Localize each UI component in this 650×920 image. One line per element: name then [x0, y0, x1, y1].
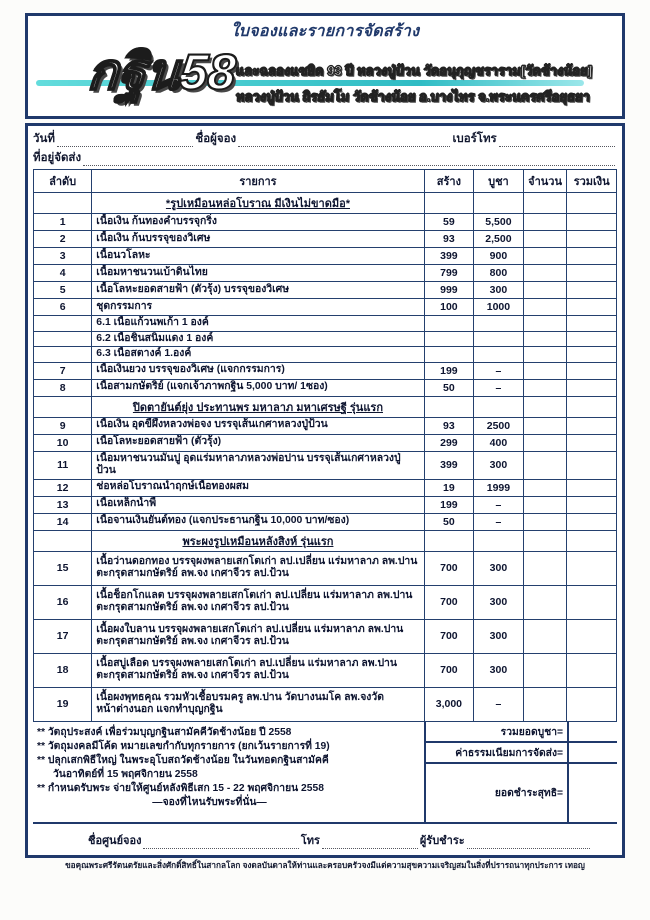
quantity-cell[interactable]	[523, 362, 567, 379]
price: 900	[474, 248, 524, 265]
address-field[interactable]	[83, 153, 615, 166]
price: 300	[474, 551, 524, 585]
item-description: เนื้อมหาชนวนเบ้าดินไทย	[92, 265, 424, 282]
item-row	[34, 214, 617, 231]
item-row	[34, 265, 617, 282]
total-cell[interactable]	[567, 282, 617, 299]
quantity-cell[interactable]	[523, 379, 567, 396]
booking-center-field[interactable]	[143, 836, 298, 849]
made-count: 299	[424, 434, 474, 451]
total-cell[interactable]	[567, 496, 617, 513]
footer-notes	[33, 722, 424, 822]
total-cell[interactable]	[567, 451, 617, 479]
price: 300	[474, 619, 524, 653]
item-description: ชุดกรรมการ	[92, 299, 424, 316]
order-table-body	[34, 193, 617, 722]
row-number: 17	[34, 619, 92, 653]
item-description: เนื้อเงิน ก้นบรรจุของวิเศษ	[92, 231, 424, 248]
order-table	[33, 169, 617, 722]
made-count: 999	[424, 282, 474, 299]
made-count: 199	[424, 362, 474, 379]
quantity-cell[interactable]	[523, 551, 567, 585]
item-description: เนื้อผงพุทธคุณ รวมหัวเชื้อบรมครู ลพ.ปาน วัดบางนมโค ลพ.จงวัดหน้าต่างนอก แจกทำบุญกฐิน	[92, 687, 424, 721]
item-row	[34, 316, 617, 332]
made-count: 50	[424, 513, 474, 530]
item-description: เนื้อเงินยวง บรรจุของวิเศษ (แจกกรรมการ)	[92, 362, 424, 379]
price: 400	[474, 434, 524, 451]
total-cell[interactable]	[567, 347, 617, 363]
phone-label: เบอร์โทร	[452, 133, 497, 145]
row-number	[34, 347, 92, 363]
total-cell	[567, 396, 617, 417]
item-description: เนื้อว่านดอกทอง บรรจุผงพลายเสกโตเก่า ลป.เปลี่ยน แร่มหาลาภ ลพ.ปาน ตะกรุดสามกษัตริย์ ลพ.จง เกศาจีวร ลป.ป้วน	[92, 551, 424, 585]
section-title: พระผงรูปเหมือนหลังสิงห์ รุ่นแรก	[92, 530, 424, 551]
price: 1000	[474, 299, 524, 316]
item-row	[34, 362, 617, 379]
made-count: 700	[424, 585, 474, 619]
total-cell[interactable]	[567, 214, 617, 231]
total-cell[interactable]	[567, 585, 617, 619]
summary-row	[426, 764, 617, 822]
page-title: ใบจองและรายการจัดสร้าง	[230, 23, 420, 40]
notes-and-summary	[33, 722, 617, 824]
section-header-row	[34, 396, 617, 417]
section-title: *รูปเหมือนหล่อโบราณ มีเงินไม่ขาดมือ*	[92, 193, 424, 214]
section-header-row	[34, 193, 617, 214]
made-count: 50	[424, 379, 474, 396]
total-cell[interactable]	[567, 231, 617, 248]
section-header-row	[34, 530, 617, 551]
item-row	[34, 479, 617, 496]
made-count	[424, 331, 474, 347]
row-number	[34, 316, 92, 332]
shipping-address-line	[33, 148, 617, 167]
row-number: 1	[34, 214, 92, 231]
quantity-cell	[523, 530, 567, 551]
item-row	[34, 299, 617, 316]
row-number: 11	[34, 451, 92, 479]
quantity-cell[interactable]	[523, 282, 567, 299]
quantity-cell[interactable]	[523, 331, 567, 347]
quantity-cell[interactable]	[523, 231, 567, 248]
logo-subtitle-line2: หลวงปู่ป้วน ถิรธัมโม วัดช้างน้อย อ.บางไทร จ.พระนครศรีอยุธยา	[235, 89, 591, 104]
item-description: 6.2 เนื้อชินสนิมแดง 1 องค์	[92, 331, 424, 347]
price: 300	[474, 282, 524, 299]
quantity-cell	[523, 396, 567, 417]
quantity-cell[interactable]	[523, 316, 567, 332]
made-count: 19	[424, 479, 474, 496]
made-count: 59	[424, 214, 474, 231]
payee-field[interactable]	[467, 836, 590, 849]
footer-note: ** กำหนดรับพระ จ่ายให้ศูนย์หลังพิธีเสก 15 - 22 พฤศจิกายน 2558	[37, 782, 324, 794]
col-header-made: สร้าง	[424, 170, 474, 193]
price: 5,500	[474, 214, 524, 231]
price-cell	[474, 530, 524, 551]
item-description: เนื้อผงใบลาน บรรจุผงพลายเสกโตเก่า ลป.เปลี่ยน แร่มหาลาภ ลพ.ปาน ตะกรุดสามกษัตริย์ ลพ.จง เกศาจีวร ลป.ป้วน	[92, 619, 424, 653]
blessing-text: ขอคุณพระศรีรัตนตรัยและสิ่งศักดิ์สิทธิ์ในสากลโลก จงดลบันดาลให้ท่านและครอบครัวจงมีแต่ความสุขความเจริญสมในสิ่งที่ปรารถนาทุกประการ เทอญ	[33, 856, 617, 873]
summary-row	[426, 722, 617, 743]
item-row	[34, 417, 617, 434]
summary-box	[424, 722, 617, 822]
made-count: 100	[424, 299, 474, 316]
table-header-row	[34, 170, 617, 193]
summary-value-cell[interactable]	[567, 764, 617, 822]
quantity-cell[interactable]	[523, 248, 567, 265]
row-number: 2	[34, 231, 92, 248]
col-header-total: รวมเงิน	[567, 170, 617, 193]
booking-center-label: ชื่อศูนย์จอง	[88, 834, 142, 847]
item-row	[34, 653, 617, 687]
total-cell[interactable]	[567, 619, 617, 653]
price: 300	[474, 653, 524, 687]
total-cell[interactable]	[567, 299, 617, 316]
row-number: 12	[34, 479, 92, 496]
price-cell	[474, 193, 524, 214]
item-row	[34, 379, 617, 396]
made-count: 399	[424, 248, 474, 265]
made-count: 3,000	[424, 687, 474, 721]
total-cell[interactable]	[567, 653, 617, 687]
item-row	[34, 585, 617, 619]
col-header-item: รายการ	[92, 170, 424, 193]
footer-note: ** วัตถุประสงค์ เพื่อร่วมบุญกฐินสามัคคีวัดช้างน้อย ปี 2558	[37, 726, 292, 738]
made-count: 700	[424, 653, 474, 687]
row-number: 9	[34, 417, 92, 434]
item-row	[34, 347, 617, 363]
row-number: 8	[34, 379, 92, 396]
quantity-cell[interactable]	[523, 347, 567, 363]
made-cell	[424, 193, 474, 214]
row-number	[34, 193, 92, 214]
item-row	[34, 231, 617, 248]
row-number: 19	[34, 687, 92, 721]
item-row	[34, 551, 617, 585]
total-cell[interactable]	[567, 687, 617, 721]
quantity-cell[interactable]	[523, 417, 567, 434]
col-header-index: ลำดับ	[34, 170, 92, 193]
quantity-cell[interactable]	[523, 513, 567, 530]
item-description: เนื้อโลหะยอดสายฟ้า (ตัวรุ้ง)	[92, 434, 424, 451]
row-number: 4	[34, 265, 92, 282]
price: 2500	[474, 417, 524, 434]
center-phone-field[interactable]	[322, 836, 418, 849]
made-count: 93	[424, 417, 474, 434]
price	[474, 316, 524, 332]
row-number	[34, 331, 92, 347]
date-field[interactable]	[57, 134, 194, 147]
item-description: ช่อหล่อโบราณนำฤกษ์เนื้อทองผสม	[92, 479, 424, 496]
center-phone-label: โทร	[300, 834, 320, 847]
item-description: เนื้อมหาชนวนมันปู อุดแร่มหาลาภหลวงพ่อปาน บรรจุเส้นเกศาหลวงปู่ป้วน	[92, 451, 424, 479]
made-cell	[424, 530, 474, 551]
row-number: 10	[34, 434, 92, 451]
total-cell[interactable]	[567, 479, 617, 496]
summary-value-cell[interactable]	[567, 743, 617, 762]
made-count: 399	[424, 451, 474, 479]
total-cell[interactable]	[567, 417, 617, 434]
made-count: 700	[424, 619, 474, 653]
logo-subtitle	[236, 58, 624, 110]
summary-label: ค่าธรรมเนียมการจัดส่ง=	[455, 747, 563, 759]
item-description: 6.1 เนื้อแก้วนพเก้า 1 องค์	[92, 316, 424, 332]
quantity-cell[interactable]	[523, 299, 567, 316]
item-description: เนื้อเงิน อุดขี้ผึ้งหลวงพ่อจง บรรจุเส้นเกศาหลวงปู่ป้วน	[92, 417, 424, 434]
quantity-cell[interactable]	[523, 451, 567, 479]
price: –	[474, 513, 524, 530]
date-label: วันที่	[33, 133, 55, 145]
summary-label: ยอดชำระสุทธิ=	[494, 788, 563, 799]
row-number: 13	[34, 496, 92, 513]
row-number: 5	[34, 282, 92, 299]
price: –	[474, 496, 524, 513]
quantity-cell[interactable]	[523, 687, 567, 721]
col-header-price: บูชา	[474, 170, 524, 193]
summary-label: รวมยอดบูชา=	[500, 726, 563, 738]
form-body-box	[25, 123, 625, 870]
price-cell	[474, 396, 524, 417]
item-description: เนื้อเงิน ก้นทองคำบรรจุกริ่ง	[92, 214, 424, 231]
summary-row	[426, 743, 617, 764]
quantity-cell[interactable]	[523, 585, 567, 619]
made-cell	[424, 396, 474, 417]
price: –	[474, 379, 524, 396]
booker-name-label: ชื่อผู้จอง	[195, 133, 237, 145]
quantity-cell[interactable]	[523, 496, 567, 513]
item-description: เนื้อนวโลหะ	[92, 248, 424, 265]
logo-subtitle-line1: และฉลองแซยิด 93 ปี หลวงปู่ป้วน วัดอนุกุญชราราม[วัดช้างน้อย]	[235, 63, 593, 78]
price: 300	[474, 451, 524, 479]
item-description: 6.3 เนื้อสตางค์ 1.องค์	[92, 347, 424, 363]
booker-name-field[interactable]	[238, 134, 450, 147]
row-number: 7	[34, 362, 92, 379]
price: 1999	[474, 479, 524, 496]
quantity-cell[interactable]	[523, 265, 567, 282]
section-title: ปิดตายันต์ยุ่ง ประทานพร มหาลาภ มหาเศรษฐี รุ่นแรก	[92, 396, 424, 417]
item-description: เนื้อจานเงินยันต์ทอง (แจกประธานกฐิน 10,000 บาท/ซอง)	[92, 513, 424, 530]
total-cell[interactable]	[567, 434, 617, 451]
total-cell	[567, 530, 617, 551]
item-row	[34, 282, 617, 299]
item-row	[34, 496, 617, 513]
total-cell[interactable]	[567, 248, 617, 265]
total-cell	[567, 193, 617, 214]
quantity-cell	[523, 193, 567, 214]
row-number: 15	[34, 551, 92, 585]
item-row	[34, 513, 617, 530]
row-number	[34, 396, 92, 417]
footer-note: วันอาทิตย์ที่ 15 พฤศจิกายน 2558	[53, 768, 198, 780]
price	[474, 347, 524, 363]
item-row	[34, 434, 617, 451]
row-number: 3	[34, 248, 92, 265]
sign-row	[33, 824, 617, 856]
footer-note: —จองที่ไหนรับพระที่นั่น—	[152, 796, 267, 808]
total-cell[interactable]	[567, 362, 617, 379]
quantity-cell[interactable]	[523, 214, 567, 231]
kathin58-logo: กฐิน58	[86, 44, 238, 100]
item-row	[34, 687, 617, 721]
price	[474, 331, 524, 347]
total-cell[interactable]	[567, 379, 617, 396]
total-cell[interactable]	[567, 331, 617, 347]
made-count	[424, 316, 474, 332]
price: 2,500	[474, 231, 524, 248]
summary-value-cell[interactable]	[567, 722, 617, 741]
total-cell[interactable]	[567, 265, 617, 282]
made-count: 199	[424, 496, 474, 513]
item-description: เนื้อสามกษัตริย์ (แจกเจ้าภาพกฐิน 5,000 บาท/ 1ซอง)	[92, 379, 424, 396]
item-description: เนื้อช็อกโกแลต บรรจุผงพลายเสกโตเก่า ลป.เปลี่ยน แร่มหาลาภ ลพ.ปาน ตะกรุดสามกษัตริย์ ลพ.จง เกศาจีวร ลป.ป้วน	[92, 585, 424, 619]
quantity-cell[interactable]	[523, 434, 567, 451]
total-cell[interactable]	[567, 316, 617, 332]
address-label: ที่อยู่จัดส่ง	[33, 152, 82, 164]
col-header-quantity: จำนวน	[523, 170, 567, 193]
row-number: 14	[34, 513, 92, 530]
item-row	[34, 619, 617, 653]
total-cell[interactable]	[567, 513, 617, 530]
footer-note: ** วัตถุมงคลมีโค้ด หมายเลขกำกับทุกรายการ (ยกเว้นรายการที่ 19)	[37, 740, 330, 752]
made-count	[424, 347, 474, 363]
header-box	[25, 13, 625, 119]
total-cell[interactable]	[567, 551, 617, 585]
price: 300	[474, 585, 524, 619]
row-number	[34, 530, 92, 551]
phone-field[interactable]	[499, 134, 615, 147]
price: –	[474, 362, 524, 379]
booking-info-line	[33, 129, 617, 148]
item-description: เนื้อเหล็กน้ำพี้	[92, 496, 424, 513]
quantity-cell[interactable]	[523, 619, 567, 653]
price: 800	[474, 265, 524, 282]
item-description: เนื้อโลหะยอดสายฟ้า (ตัวรุ้ง) บรรจุของวิเศษ	[92, 282, 424, 299]
item-row	[34, 331, 617, 347]
made-count: 700	[424, 551, 474, 585]
made-count: 799	[424, 265, 474, 282]
item-row	[34, 248, 617, 265]
row-number: 18	[34, 653, 92, 687]
made-count: 93	[424, 231, 474, 248]
row-number: 16	[34, 585, 92, 619]
footer-note: ** ปลุกเสกพิธีใหญ่ ในพระอุโบสถวัดช้างน้อย ในวันทอดกฐินสามัคคี	[37, 754, 329, 766]
payee-label: ผู้รับชำระ	[419, 834, 465, 847]
quantity-cell[interactable]	[523, 479, 567, 496]
item-row	[34, 451, 617, 479]
price: –	[474, 687, 524, 721]
quantity-cell[interactable]	[523, 653, 567, 687]
row-number: 6	[34, 299, 92, 316]
item-description: เนื้อสบู่เลือด บรรจุผงพลายเสกโตเก่า ลป.เปลี่ยน แร่มหาลาภ ลพ.ปาน ตะกรุดสามกษัตริย์ ลพ.จง เกศาจีวร ลป.ป้วน	[92, 653, 424, 687]
